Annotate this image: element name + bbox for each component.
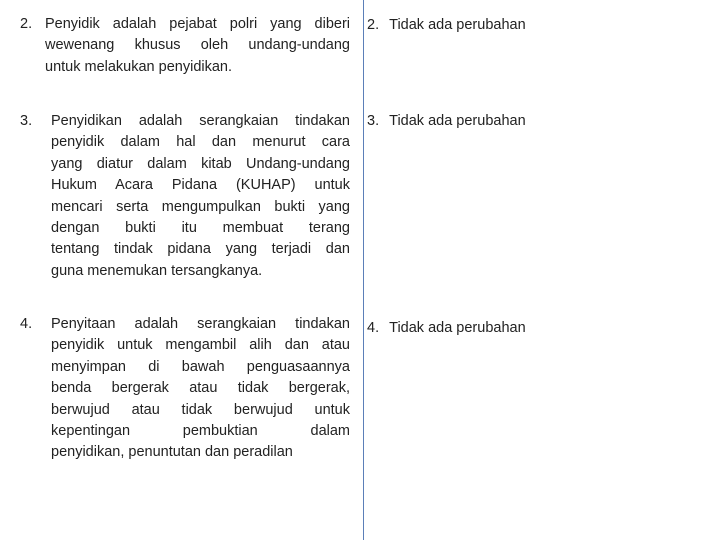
left-item-3 (20, 111, 350, 282)
text-line: dengan bukti itu membuat terang (51, 220, 350, 237)
text-line: penyidik dalam hal dan menurut cara (51, 134, 350, 151)
text-line: Hukum Acara Pidana (KUHAP) untuk (51, 177, 350, 194)
left-item-number: 2. (20, 16, 33, 32)
right-item-text: Tidak ada perubahan (389, 113, 526, 129)
text-line: Penyitaan adalah serangkaian tindakan (51, 316, 350, 332)
text-line: menyimpan di bawah penguasaannya (51, 358, 350, 375)
text-line: benda bergerak atau tidak bergerak, (51, 380, 350, 397)
column-divider (363, 0, 364, 540)
right-item-text: Tidak ada perubahan (389, 320, 526, 336)
right-item-number: 4. (367, 320, 380, 336)
right-item-text: Tidak ada perubahan (389, 17, 526, 33)
text-line: penyidik untuk mengambil alih dan atau (51, 337, 350, 354)
left-item-4 (20, 314, 350, 464)
text-line: mencari serta mengumpulkan bukti yang (51, 198, 350, 215)
right-item-number: 3. (367, 113, 380, 129)
text-line: Penyidik adalah pejabat polri yang diberi (45, 16, 350, 32)
text-line: Penyidikan adalah serangkaian tindakan (51, 113, 350, 129)
right-item-3 (367, 111, 526, 132)
right-item-4 (367, 318, 526, 339)
left-item-text (51, 314, 350, 464)
text-line: berwujud atau tidak berwujud untuk (51, 401, 350, 418)
left-item-text (45, 14, 350, 78)
left-item-number: 4. (20, 316, 33, 332)
right-item-number: 2. (367, 17, 380, 33)
text-line: penyidikan, penuntutan dan peradilan (51, 444, 293, 461)
left-item-number: 3. (20, 113, 33, 129)
text-line: untuk melakukan penyidikan. (45, 58, 233, 75)
text-line: yang diatur dalam kitab Undang-undang (51, 155, 350, 172)
text-line: wewenang khusus oleh undang-undang (45, 37, 350, 54)
text-line: tentang tindak pidana yang terjadi dan (51, 241, 350, 258)
left-item-text (51, 111, 350, 282)
text-line: kepentingan pembuktian dalam (51, 423, 350, 440)
right-item-2 (367, 15, 526, 36)
left-item-2 (20, 14, 350, 78)
text-line: guna menemukan tersangkanya. (51, 262, 263, 279)
